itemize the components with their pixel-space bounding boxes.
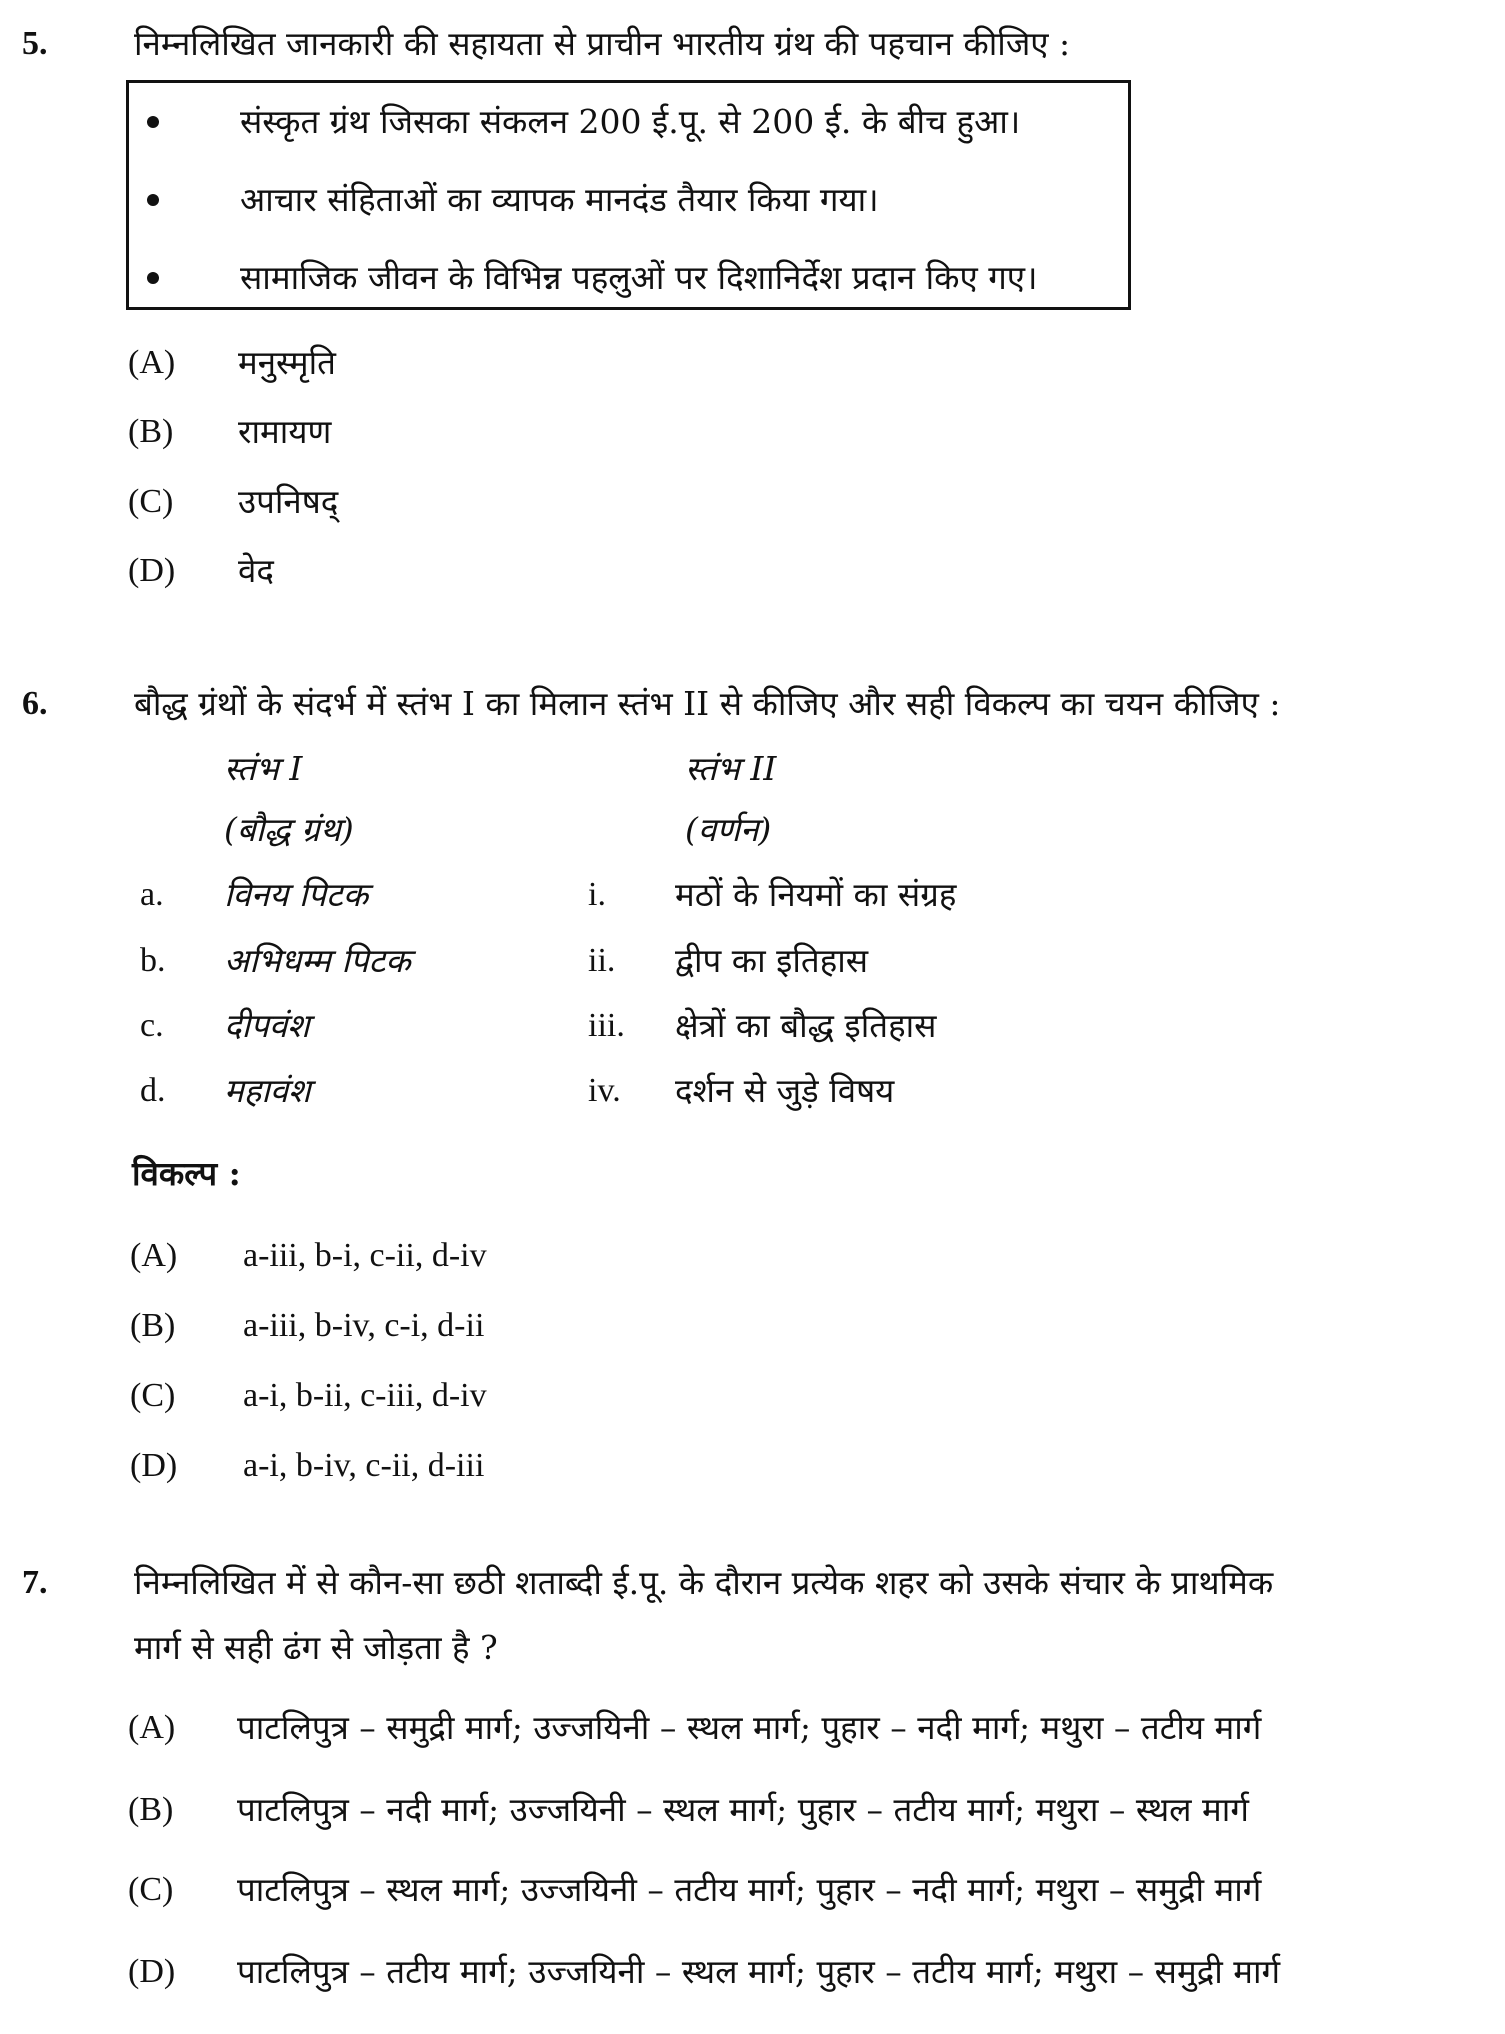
option-text: पाटलिपुत्र – समुद्री मार्ग; उज्जयिनी – स्थल मार्ग; पुहार – नदी मार्ग; मथुरा – तटीय मार्ग [237,1708,1262,1747]
question-text: बौद्ध ग्रंथों के संदर्भ में स्तंभ I का मिलान स्तंभ II से कीजिए और सही विकल्प का चयन कीजिए : [134,684,1281,723]
info-bullet: संस्कृत ग्रंथ जिसका संकलन 200 ई.पू. से 200 ई. के बीच हुआ। [240,102,1021,141]
bullet-icon [147,272,159,284]
option-text: पाटलिपुत्र – तटीय मार्ग; उज्जयिनी – स्थल मार्ग; पुहार – तटीय मार्ग; मथुरा – समुद्री मार्ग [237,1952,1281,1991]
column-1-subheader: (बौद्ध ग्रंथ) [224,810,354,849]
question-number: 5. [22,25,48,62]
option-text: a-iii, b-i, c-ii, d-iv [243,1237,487,1274]
row-num: i. [588,876,606,913]
option-label: (B) [128,413,174,450]
option-text: वेद [238,551,274,590]
info-bullet: सामाजिक जीवन के विभिन्न पहलुओं पर दिशानिर्देश प्रदान किए गए। [240,258,1038,297]
column-2-header: स्तंभ II [685,749,777,788]
option-text: उपनिषद् [238,482,339,521]
row-num: ii. [588,942,616,979]
option-text: मनुस्मृति [238,343,336,382]
row-item: अभिधम्म पिटक [224,941,411,980]
question-text: निम्नलिखित में से कौन-सा छठी शताब्दी ई.पू. के दौरान प्रत्येक शहर को उसके संचार के प्राथमिक [134,1563,1274,1602]
row-item: महावंश [224,1071,311,1110]
option-text: रामायण [238,412,332,451]
option-text: पाटलिपुत्र – स्थल मार्ग; उज्जयिनी – तटीय मार्ग; पुहार – नदी मार्ग; मथुरा – समुद्री मार्ग [237,1870,1262,1909]
row-item: दीपवंश [224,1006,310,1045]
option-label: (A) [128,1709,176,1746]
option-text: पाटलिपुत्र – नदी मार्ग; उज्जयिनी – स्थल मार्ग; पुहार – तटीय मार्ग; मथुरा – स्थल मार्ग [237,1790,1249,1829]
question-text: निम्नलिखित जानकारी की सहायता से प्राचीन भारतीय ग्रंथ की पहचान कीजिए : [134,24,1071,63]
option-label: (C) [128,1871,174,1908]
option-text: a-i, b-iv, c-ii, d-iii [243,1447,485,1484]
row-desc: क्षेत्रों का बौद्ध इतिहास [675,1006,937,1045]
column-1-header: स्तंभ I [224,749,303,788]
row-key: d. [140,1072,166,1109]
option-label: (D) [130,1447,178,1484]
option-text: a-iii, b-iv, c-i, d-ii [243,1307,485,1344]
bullet-icon [147,194,159,206]
row-key: c. [140,1007,164,1044]
row-desc: द्वीप का इतिहास [675,941,869,980]
option-label: (A) [128,344,176,381]
question-text: मार्ग से सही ढंग से जोड़ता है ? [134,1628,498,1667]
option-label: (B) [130,1307,176,1344]
row-num: iv. [588,1072,621,1109]
option-label: (D) [128,1953,176,1990]
column-2-subheader: (वर्णन) [685,810,772,849]
option-label: (B) [128,1791,174,1828]
question-number: 6. [22,685,48,722]
options-heading: विकल्प : [132,1154,241,1193]
option-label: (D) [128,552,176,589]
row-item: विनय पिटक [224,875,369,914]
option-text: a-i, b-ii, c-iii, d-iv [243,1377,487,1414]
option-label: (C) [128,483,174,520]
question-number: 7. [22,1564,48,1601]
row-num: iii. [588,1007,625,1044]
bullet-icon [147,116,159,128]
option-label: (C) [130,1377,176,1414]
option-label: (A) [130,1237,178,1274]
row-key: b. [140,942,166,979]
row-desc: दर्शन से जुड़े विषय [675,1071,895,1110]
row-desc: मठों के नियमों का संग्रह [675,875,957,914]
row-key: a. [140,876,164,913]
info-bullet: आचार संहिताओं का व्यापक मानदंड तैयार किया गया। [240,180,879,219]
